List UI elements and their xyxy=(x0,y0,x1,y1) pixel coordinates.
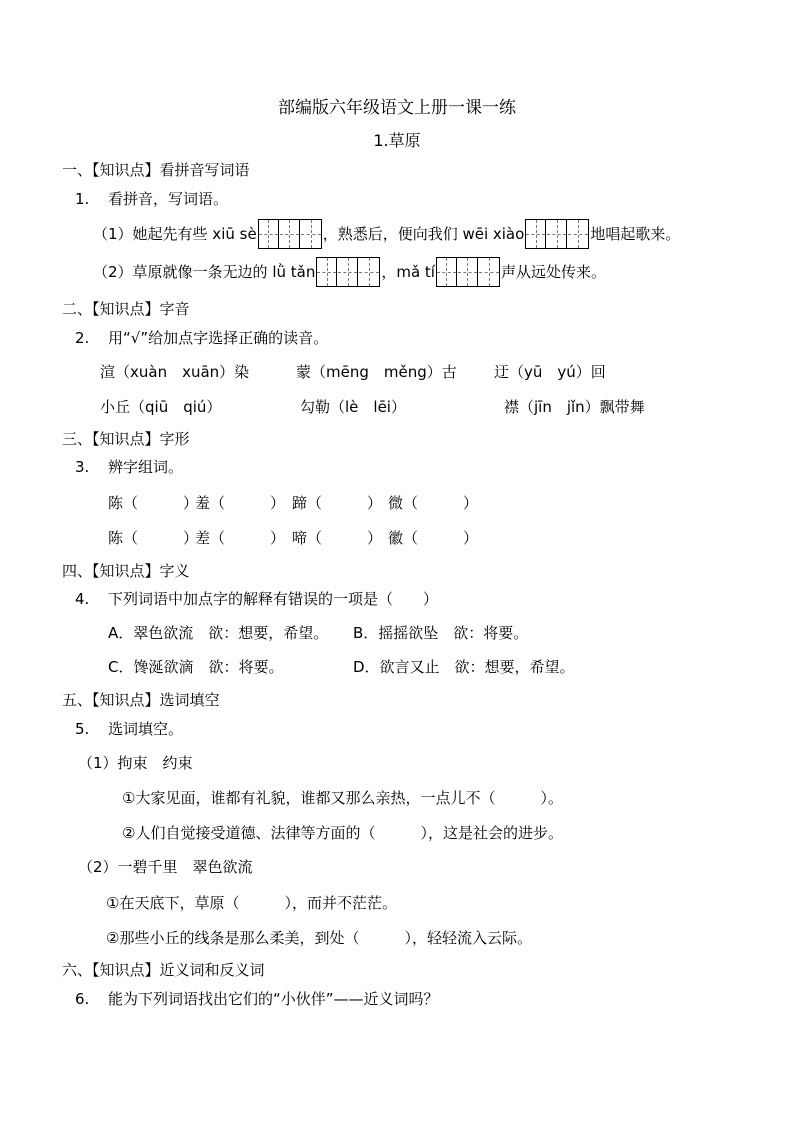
question-number: 5. xyxy=(75,720,90,738)
q1-line-2-part-c: 声从远处传来。 xyxy=(500,263,606,281)
question-text: 能为下列词语找出它们的“小伙伴”——近义词吗？ xyxy=(108,990,439,1008)
section-heading-1: 一、【知识点】看拼音写词语 xyxy=(62,161,250,179)
question-number: 4. xyxy=(75,590,90,608)
question-text: 选词填空。 xyxy=(108,720,184,738)
word-blank[interactable]: 徽（ ） xyxy=(388,529,479,547)
word-blank[interactable]: 蹄（ ） xyxy=(292,494,383,512)
page-subtitle: 1.草原 xyxy=(373,131,421,150)
q1-line-2 xyxy=(93,256,606,288)
word-blank[interactable]: 差（ ） xyxy=(195,529,286,547)
choice-a[interactable]: A．翠色欲流 欲：想要，希望。 xyxy=(108,624,329,642)
question-number: 1. xyxy=(75,190,90,208)
word-blank[interactable]: 陈（ ） xyxy=(108,494,199,512)
word-blank[interactable]: 微（ ） xyxy=(388,494,479,512)
q1-line-2-part-a: （2）草原就像一条无边的 lǜ tǎn xyxy=(93,263,316,281)
section-heading-3: 三、【知识点】字形 xyxy=(62,430,190,448)
fill-sentence[interactable]: ①大家见面，谁都有礼貌，谁都又那么亲热，一点儿不（ ）。 xyxy=(122,789,563,807)
choice-b[interactable]: B．摇摇欲坠 欲：将要。 xyxy=(353,624,529,642)
q1-line-1 xyxy=(93,218,680,250)
fill-sentence[interactable]: ②人们自觉接受道德、法律等方面的（ ），这是社会的进步。 xyxy=(122,824,563,842)
question-text: 下列词语中加点字的解释有错误的一项是（ ） xyxy=(108,590,439,608)
choice-d[interactable]: D．欲言又止 欲：想要，希望。 xyxy=(353,658,575,676)
pronunciation-item: 襟（jīn jǐn）飘带舞 xyxy=(504,398,645,416)
question-number: 3. xyxy=(75,458,90,476)
pronunciation-item: 小丘（qiū qiú） xyxy=(100,398,222,416)
word-choice-group: （2）一碧千里 翠色欲流 xyxy=(78,858,253,876)
question-text: 看拼音，写词语。 xyxy=(108,190,229,208)
q1-line-1-part-b: ，熟悉后，便向我们 wēi xiào xyxy=(322,225,525,243)
q1-line-1-part-c: 地唱起歌来。 xyxy=(590,225,681,243)
fill-sentence[interactable]: ①在天底下，草原（ ），而并不茫茫。 xyxy=(106,894,397,912)
pronunciation-item: 渲（xuàn xuān）染 xyxy=(100,363,250,381)
pronunciation-item: 迂（yū yú）回 xyxy=(494,363,606,381)
q1-line-1-part-a: （1）她起先有些 xiū sè xyxy=(93,225,257,243)
question-number: 6. xyxy=(75,990,90,1008)
choice-c[interactable]: C．馋涎欲滴 欲：将要。 xyxy=(108,658,284,676)
pronunciation-item: 勾勒（lè lēi） xyxy=(300,398,406,416)
word-blank[interactable]: 陈（ ） xyxy=(108,529,199,547)
section-heading-2: 二、【知识点】字音 xyxy=(62,300,190,318)
question-number: 2. xyxy=(75,329,90,347)
word-choice-group: （1）拘束 约束 xyxy=(78,754,193,772)
answer-grid[interactable] xyxy=(525,219,589,249)
answer-grid[interactable] xyxy=(316,257,380,287)
answer-grid[interactable] xyxy=(436,257,500,287)
page-title: 部编版六年级语文上册一课一练 xyxy=(278,98,516,118)
pronunciation-item: 蒙（mēng měng）古 xyxy=(296,363,457,381)
section-heading-5: 五、【知识点】选词填空 xyxy=(62,691,220,709)
word-blank[interactable]: 羞（ ） xyxy=(195,494,286,512)
section-heading-4: 四、【知识点】字义 xyxy=(62,562,190,580)
answer-grid[interactable] xyxy=(258,219,322,249)
section-heading-6: 六、【知识点】近义词和反义词 xyxy=(62,961,265,979)
question-text: 辨字组词。 xyxy=(108,458,184,476)
question-text: 用“√”给加点字选择正确的读音。 xyxy=(108,329,329,347)
word-blank[interactable]: 啼（ ） xyxy=(292,529,383,547)
q1-line-2-part-b: ，mǎ tí xyxy=(381,263,435,281)
fill-sentence[interactable]: ②那些小丘的线条是那么柔美，到处（ ），轻轻流入云际。 xyxy=(106,929,532,947)
